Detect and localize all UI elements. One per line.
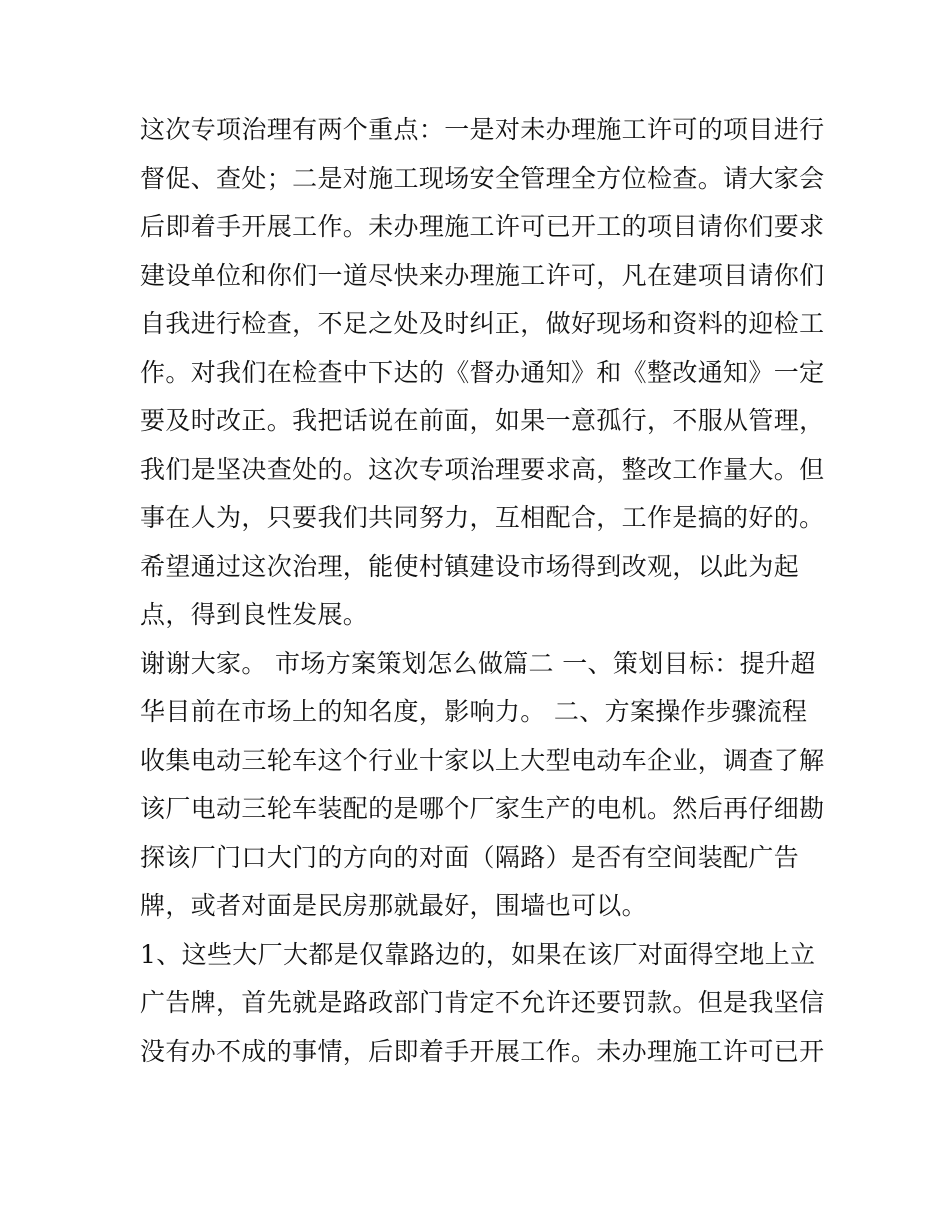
text-line: 建设单位和你们一道尽快来办理施工许可，凡在建项目请你们 [140, 260, 825, 290]
text-line: 谢谢大家。 市场方案策划怎么做篇二 一、策划目标：提升超 [140, 648, 816, 678]
text-line: 探该厂门口大门的方向的对面（隔路）是否有空间装配广告 [140, 842, 800, 872]
text-line: 没有办不成的事情，后即着手开展工作。未办理施工许可已开 [140, 1036, 825, 1066]
text-line: 作。对我们在检查中下达的《督办通知》和《整改通知》一定 [140, 357, 825, 387]
paragraph-market-plan [140, 640, 825, 931]
text-line: 我们是坚决查处的。这次专项治理要求高，整改工作量大。但 [140, 454, 825, 484]
text-line: 广告牌，首先就是路政部门肯定不允许还要罚款。但是我坚信 [140, 988, 825, 1017]
text-line: 自我进行检查，不足之处及时纠正，做好现场和资料的迎检工 [140, 309, 825, 338]
text-line: 希望通过这次治理，能使村镇建设市场得到改观，以此为起 [140, 551, 800, 581]
paragraph-item-1 [140, 931, 825, 1077]
text-line: 后即着手开展工作。未办理施工许可已开工的项目请你们要求 [140, 212, 825, 241]
text-line: 1、这些大厂大都是仅靠路边的，如果在该厂对面得空地上立 [140, 939, 816, 969]
text-line: 事在人为，只要我们共同努力，互相配合，工作是搞的好的。 [140, 503, 825, 532]
text-line: 华目前在市场上的知名度，影响力。 二、方案操作步骤流程 [140, 697, 808, 726]
text-line: 该厂电动三轮车装配的是哪个厂家生产的电机。然后再仔细勘 [140, 794, 825, 823]
text-line: 牌，或者对面是民房那就最好，围墙也可以。 [140, 891, 648, 920]
text-line: 督促、查处；二是对施工现场安全管理全方位检查。请大家会 [140, 163, 825, 193]
document-body [140, 106, 825, 1076]
text-line: 收集电动三轮车这个行业十家以上大型电动车企业，调查了解 [140, 745, 825, 775]
paragraph-special-governance [140, 106, 825, 640]
text-line: 这次专项治理有两个重点：一是对未办理施工许可的项目进行 [140, 115, 825, 144]
text-line: 要及时改正。我把话说在前面，如果一意孤行，不服从管理， [140, 406, 825, 435]
text-line: 点，得到良性发展。 [140, 600, 369, 629]
